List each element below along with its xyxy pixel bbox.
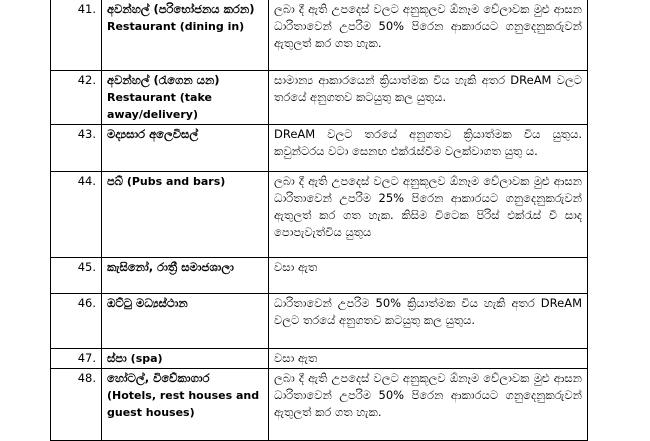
table-row (51, 0, 588, 71)
table-row (51, 172, 588, 258)
guidelines-table (50, 0, 588, 441)
row-number: 45. (51, 258, 102, 294)
rule-text: ලබා දී ඇති උපදෙස් වලට අනුකූලව ඕනෑම වේලාවක මුළු ආසන ධාරිතාවෙන් උපරිම 50% පිරෙන ආකාරයට ගනුදෙනුකරුවන් ඇතුලත් කර ගත හැක. (269, 0, 588, 71)
name-sinhala: ස්පා (107, 351, 127, 365)
establishment-name (102, 258, 269, 294)
row-number: 41. (51, 0, 102, 71)
row-number: 46. (51, 294, 102, 349)
table-row (51, 125, 588, 172)
table-row (51, 349, 588, 369)
establishment-name (102, 172, 269, 258)
rule-text: ලබා දී ඇති උපදෙස් වලට අනුකූලව ඕනෑම වේලාවක මුළු ආසන ධාරිතාවෙන් උපරිම 25% පිරෙන ආකාරයට ගනුදෙනුකරුවන් ඇතුලත් කර ගත හැක. කිසිම විටෙක පිරිස් එක්රැස් වී සාද පොපැවැත්විය යුතුය (269, 172, 588, 258)
name-sinhala: පබ් (107, 174, 124, 188)
establishment-name (102, 0, 269, 71)
rule-text: වසා ඇත (269, 349, 588, 369)
establishment-name (102, 369, 269, 441)
establishment-name (102, 125, 269, 172)
row-number: 44. (51, 172, 102, 258)
name-english: (Hotels, rest houses and guest houses) (107, 389, 260, 419)
name-english: (Pubs and bars) (123, 175, 226, 188)
rule-text: වසා ඇත (269, 258, 588, 294)
table-row (51, 71, 588, 125)
establishment-name (102, 71, 269, 125)
row-number: 48. (51, 369, 102, 441)
row-number: 47. (51, 349, 102, 369)
name-sinhala: ඔට්ටු මධ්‍යස්ථාන (107, 296, 188, 310)
rule-text: ධාරිතාවෙන් උපරිම 50% ක්‍රියාත්මක විය හැකි අතර DReAM වලට තරයේ අනුගතව කටයුතු කල යුතුය. (269, 294, 588, 349)
rule-text: DReAM වලට තරයේ අනුගතව ක්‍රියාත්මක විය යුතුය. කවුන්ටරය වටා සෙනඟ එක්රැස්වීම වලක්වාගත යුතු ය. (269, 125, 588, 172)
table-row (51, 258, 588, 294)
name-sinhala: හෝටල්, විවේකාගාර (107, 371, 210, 385)
name-sinhala: කැසිනෝ, රාත්‍රී සමාජශාලා (107, 260, 234, 274)
name-sinhala: අවන්හල් (රැගෙන යන) (107, 73, 220, 87)
name-english: (spa) (126, 352, 163, 365)
establishment-name (102, 349, 269, 369)
row-number: 42. (51, 71, 102, 125)
row-number: 43. (51, 125, 102, 172)
table-row (51, 294, 588, 349)
rule-text: සාමාන්‍ය ආකාරයෙන් ක්‍රියාත්මක විය හැකි අතර DReAM වලට තරයේ අනුගතව කටයුතු කල යුතුය. (269, 71, 588, 125)
establishment-name (102, 294, 269, 349)
name-sinhala: අවන්හල් (පරිභෝජනය කරන) (107, 2, 255, 16)
table-row (51, 369, 588, 441)
name-english: Restaurant (take away/delivery) (107, 91, 212, 121)
name-english: Restaurant (dining in) (107, 20, 245, 33)
name-sinhala: මද්‍යසාර අලෙවිසල් (107, 127, 199, 141)
rule-text: ලබා දී ඇති උපදෙස් වලට අනුකූලව ඕනෑම වේලාවක මුළු ආසන ධාරිතාවෙන් උපරිම 50% පිරෙන ආකාරයට ගනුදෙනුකරුවන් ඇතුලත් කර ගත හැක. (269, 369, 588, 441)
